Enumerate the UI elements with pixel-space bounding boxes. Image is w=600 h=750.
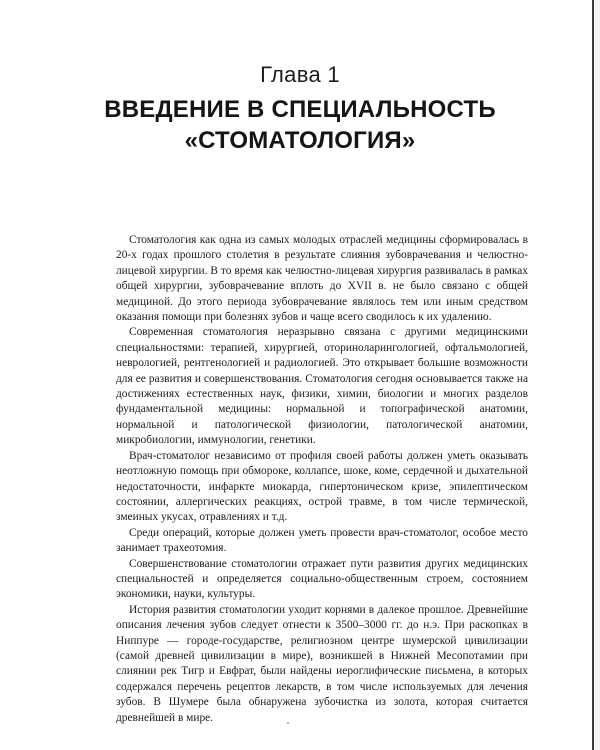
paragraph: Современная стоматология неразрывно связана с другими медицинскими специальностями: терапией, хирургией, оториноларингологией, офтальмологией, неврологией, рентгенологией и радиологией. Это открывает большие возможности для ее развития и совершенствования. Стоматология сегодня основывается также на достижениях естественных наук, физики, химии, биологии и многих разделов фундаментальной медицины: нормальной и топографической анатомии, нормальной и патологической физиологии, патологической анатомии, микробиологии, иммунологии, генетики. [116, 326, 528, 447]
body-text [116, 233, 528, 726]
chapter-label: Глава 1 [260, 62, 340, 87]
scan-speck [287, 722, 289, 724]
paragraph: История развития стоматологии уходит корнями в далекое прошлое. Древнейшие описания лечения зубов следует отнести к 3500–3000 гг. до н.э. При раскопках в Ниппуре — городе-государстве, религиозном центре шумерской цивилизации (самой древней цивилизации в мире), возникшей в Нижней Месопотамии при слиянии рек Тигр и Евфрат, были найдены иероглифические письмена, в которых содержался перечень рецептов лекарств, в том числе используемых для лечения зубов. В Шумере была обнаружена зубочистка из золота, которая считается древнейшей в мире. [116, 603, 528, 724]
paragraph: Среди операций, которые должен уметь провести врач-стоматолог, особое место занимает трахеотомия. [116, 526, 528, 555]
paragraph: Врач-стоматолог независимо от профиля своей работы должен уметь оказывать неотложную помощь при обмороке, коллапсе, шоке, коме, сердечной и дыхательной недостаточности, инфаркте миокарда, гипертоническом кризе, эпилептическом состоянии, аллергических реакциях, острой травме, в том числе термической, змеиных укусах, отравлениях и т.д. [116, 449, 528, 524]
chapter-title-line-2: «СТОМАТОЛОГИЯ» [184, 127, 416, 154]
paragraph: Стоматология как одна из самых молодых отраслей медицины сформировалась в 20-х годах прошлого столетия в результате слияния зубоврачевания и челюстно-лицевой хирургии. В то время как челюстно-лицевая хирургия развивалась в рамках общей хирургии, зубоврачевание вплоть до XVII в. не было связано с общей медициной. До этого периода зубоврачевание являлось тем или иным средством оказания помощи при болезнях зубов и чаще всего сводилось к их удалению. [116, 234, 528, 324]
paragraph: Совершенствование стоматологии отражает пути развития других медицинских специальностей и определяется социально-общественным строем, состоянием экономики, науки, культуры. [116, 557, 528, 601]
chapter-title-line-1: ВВЕДЕНИЕ В СПЕЦИАЛЬНОСТЬ [104, 96, 496, 123]
chapter-title [0, 94, 600, 156]
